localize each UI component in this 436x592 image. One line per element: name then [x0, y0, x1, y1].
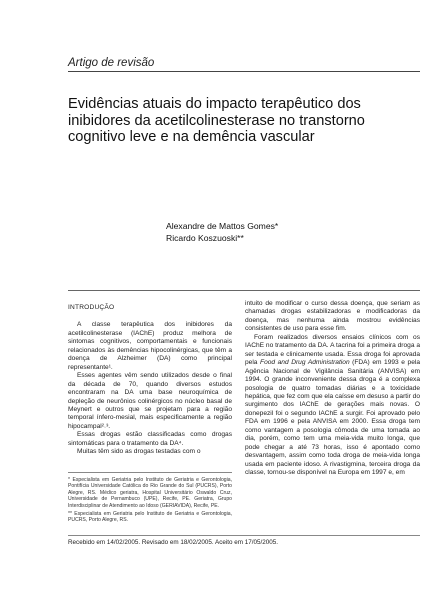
title-rule: [68, 290, 420, 291]
right-column: [245, 300, 420, 478]
footnote: ** Especialista em Geriatria pelo Instituto de Geriatria e Gerontologia, PUCRS, Porto Alegre, RS.: [68, 511, 232, 524]
section-heading-introduction: INTRODUÇÃO: [68, 304, 115, 311]
received-dates: Recebido em 14/02/2005. Revisado em 18/02/2005. Aceito em 17/05/2005.: [68, 539, 279, 546]
agency-name: Food and Drug Administration: [260, 359, 350, 367]
body-paragraph: Essas drogas estão classificadas como drogas sintomáticas para o tratamento da DA⁴.: [68, 431, 232, 447]
header-rule: [68, 71, 420, 72]
body-paragraph: Muitas têm sido as drogas testadas com o: [77, 448, 201, 456]
author-list: [166, 221, 278, 244]
body-paragraph: intuito de modificar o curso dessa doença, que seriam as chamadas drogas estabilizadoras e modificadoras da doença, mas nenhuma ainda mostrou evidências consistentes de uso para esse fim.: [245, 300, 420, 333]
body-paragraph: Esses agentes vêm sendo utilizados desde o final da década de 70, quando diversos estudos encontraram na DA uma base neuroquímica de depleção de neurônios colinérgicos no núcleo basal de Meynert e outros que se projetam para a região temporal ínfero-mesial, mais especificamente a região hipocampal²˒³.: [68, 372, 232, 430]
left-column: [68, 304, 232, 457]
article-title: Evidências atuais do impacto terapêutico dos inibidores da acetilcolinesterase no transtorno cognitivo leve e na demência vascular: [68, 96, 365, 146]
body-paragraph: [245, 334, 420, 478]
paragraph-text: Foram realizados diversos ensaios clínicos com os IAChE no tratamento da DA. A tacrina foi a primeira droga a ser testada e clinicamente usada. Essa droga foi aprovada pela: [245, 333, 420, 367]
paragraph-text: (FDA) em 1993 e pela Agência Nacional de Vigilância Sanitária (ANVISA) em 1994. O grande inconveniente dessa droga é a complexa posologia de quatro tomadas diárias e a toxicidade hepática, que fez com que ela caísse em desuso a partir do surgimento dos IAChE de gerações mais novas. O donepezil foi o segundo IAChE a surgir. Foi aprovado pelo FDA em 1996 e pela ANVISA em 2000. Essa droga tem como vantagem a posologia cômoda de uma tomada ao dia, porém, como tem uma meia-vida muito longa, que pode chegar a até 73 horas, isso é apontado como desvantagem, assim como toda droga de meia-vida longa usada em paciente idoso. A rivastigmina, terceira droga da classe, tornou-se disponível na Europa em 1997 e, em: [245, 359, 420, 477]
author-name: Ricardo Koszuoski**: [166, 232, 244, 243]
body-paragraph: A classe terapêutica dos inibidores da acetilcolinesterase (IAChE) produz melhora de sintomas cognitivos, comportamentais e funcionais relacionados às demências hipocolinérgicas, que têm a doença de Alzheimer (DA) como principal representante¹.: [68, 321, 232, 371]
footnote-rule: [68, 472, 232, 473]
section-label: Artigo de revisão: [68, 57, 155, 69]
footer-rule: [68, 535, 420, 536]
author-name: Alexandre de Mattos Gomes*: [166, 221, 279, 231]
footnote: * Especialista em Geriatria pelo Instituto de Geriatria e Gerontologia, Pontifícia Universidade Católica do Rio Grande do Sul (PUCRS), Porto Alegre, RS. Médico geriatra, Hospital Universitário Oswaldo Cruz, Universidade de Pernambuco (UPE), Recife, PE. Geriatra, Grupo Interdisciplinar de Atendimento ao Idoso (GERIAVIDA), Recife, PE.: [68, 477, 232, 509]
